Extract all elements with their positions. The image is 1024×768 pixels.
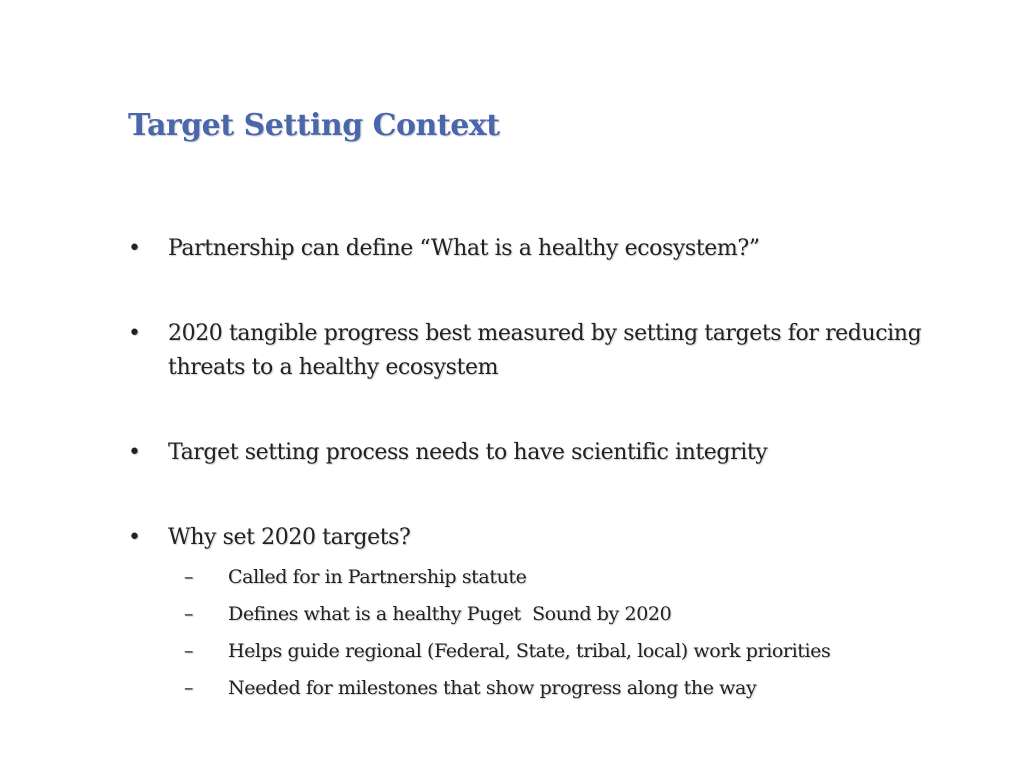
sub-bullet-item xyxy=(184,559,988,596)
bullet-item xyxy=(128,521,988,707)
bullet-item xyxy=(128,232,988,266)
slide-title: Target Setting Context xyxy=(128,108,500,143)
bullet-text: Partnership can define “What is a healthy ecosystem?” xyxy=(168,236,760,261)
dash-marker: – xyxy=(184,677,194,699)
bullet-item xyxy=(128,317,988,385)
bullet-list xyxy=(128,232,988,707)
dash-marker: – xyxy=(184,640,194,662)
bullet-marker: • xyxy=(128,236,141,261)
sub-bullet-text: Needed for milestones that show progress along the way xyxy=(228,677,757,699)
dash-marker: – xyxy=(184,603,194,625)
sub-bullet-item xyxy=(184,633,988,670)
sub-bullet-item xyxy=(184,596,988,633)
sub-bullet-item xyxy=(184,670,988,707)
sub-bullet-text: Defines what is a healthy Puget Sound by 2020 xyxy=(228,603,672,625)
sub-bullet-text: Helps guide regional (Federal, State, tribal, local) work priorities xyxy=(228,640,831,662)
sub-bullet-list xyxy=(168,559,988,707)
dash-marker: – xyxy=(184,566,194,588)
bullet-item xyxy=(128,436,988,470)
bullet-text: Why set 2020 targets? xyxy=(168,525,411,550)
bullet-marker: • xyxy=(128,525,141,550)
bullet-text: Target setting process needs to have scientific integrity xyxy=(168,440,768,465)
bullet-marker: • xyxy=(128,440,141,465)
bullet-marker: • xyxy=(128,321,141,346)
sub-bullet-text: Called for in Partnership statute xyxy=(228,566,527,588)
bullet-text: 2020 tangible progress best measured by setting targets for reducing threats to a healthy ecosystem xyxy=(168,321,922,380)
